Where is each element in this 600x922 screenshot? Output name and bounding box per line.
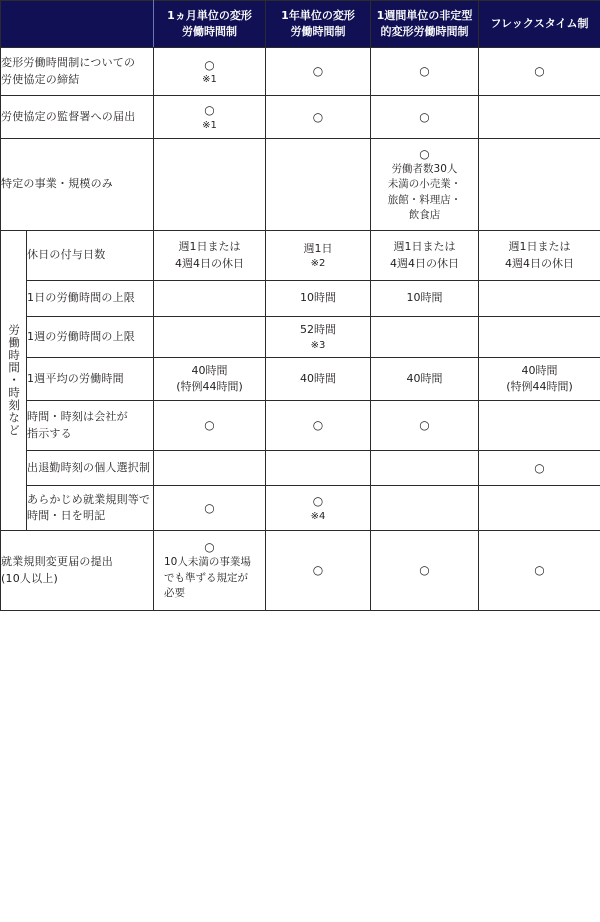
mark-circle: ○ [154,500,265,516]
mark-circle: ○ [266,63,370,79]
detail-line: 10人未満の事業場 [154,555,265,571]
table-row [1,48,600,96]
cell-tokutei-monthly [154,139,266,231]
mark-circle: ○ [371,562,478,578]
cell-isshu-heikin-flex [479,358,600,401]
mark-circle: ○ [154,57,265,73]
detail-line: 旅館・料理店・ [371,193,478,208]
row-label-kantokusho-todokede [1,96,154,139]
footnote-ref: ※1 [154,73,265,86]
row-label-kojin-sentaku [27,451,154,486]
row-label-line1: 労使協定の監督署への届出 [1,110,135,123]
mark-circle: ○ [266,109,370,125]
value-line: 週1日または [479,239,600,256]
cell-kaisha-shiji-yearly [266,401,371,451]
mark-circle: ○ [479,460,600,476]
cell-isshu-joogen-flex [479,317,600,358]
cell-isshu-heikin-yearly [266,358,371,401]
cell-henkotodoke-flex [479,531,600,611]
mark-circle: ○ [154,539,265,555]
detail-line: 労働者数30人 [371,162,478,177]
row-label-line1: 1週の労働時間の上限 [27,330,135,343]
detail-line: 飲食店 [371,208,478,223]
cell-roushi-teiketsu-yearly [266,48,371,96]
header-col-yearly-line2: 労働時間制 [291,25,346,38]
header-col-weekly [371,1,479,48]
value-line: 4週4日の休日 [371,256,478,273]
cell-kojin-sentaku-flex [479,451,600,486]
detail-line: でも準ずる規定が [154,571,265,587]
cell-roushi-teiketsu-flex [479,48,600,96]
row-label-line1: 出退勤時刻の個人選択制 [27,461,150,474]
footnote-ref: ※1 [154,119,265,132]
row-label-line1: あらかじめ就業規則等で [27,493,150,506]
row-label-line1: 休日の付与日数 [27,248,105,261]
row-label-isshu-joogen [27,317,154,358]
row-label-line1: 就業規則変更届の提出 [1,555,113,568]
row-label-henkotodoke [1,531,154,611]
row-label-line1: 1週平均の労働時間 [27,372,124,385]
cell-isshu-joogen-monthly [154,317,266,358]
mark-circle: ○ [479,63,600,79]
cell-kyujitsu-yearly [266,231,371,281]
value-line: (特例44時間) [479,379,600,396]
value-line: 週1日または [371,239,478,256]
cell-isshu-joogen-weekly [371,317,479,358]
mark-circle: ○ [371,417,478,433]
row-label-shugyo-kisoku-meiki [27,486,154,531]
table-row [1,451,600,486]
header-col-yearly [266,1,371,48]
cell-henkotodoke-yearly [266,531,371,611]
cell-kaisha-shiji-weekly [371,401,479,451]
cell-meiki-weekly [371,486,479,531]
cell-kantokusho-todokede-monthly [154,96,266,139]
cell-kyujitsu-weekly [371,231,479,281]
value-line: 4週4日の休日 [154,256,265,273]
table-header [1,1,600,48]
row-label-line2: 労使協定の締結 [1,73,79,86]
cell-kantokusho-todokede-weekly [371,96,479,139]
row-label-line1: 時間・時刻は会社が [27,410,128,423]
group-label-text: 労働時間・時刻など [7,231,20,530]
mark-circle: ○ [479,562,600,578]
detail-line: 未満の小売業・ [371,177,478,192]
row-label-line2: (10人以上) [1,572,58,585]
row-label-line1: 1日の労働時間の上限 [27,291,135,304]
cell-roushi-teiketsu-monthly [154,48,266,96]
value-line: 40時間 [479,363,600,380]
cell-tokutei-flex [479,139,600,231]
row-label-line2: 時間・日を明記 [27,509,105,522]
cell-kaisha-shiji-monthly [154,401,266,451]
cell-kojin-sentaku-yearly [266,451,371,486]
cell-kojin-sentaku-monthly [154,451,266,486]
cell-henkotodoke-monthly [154,531,266,611]
row-label-tokutei-jigyo-kibo [1,139,154,231]
table-row [1,317,600,358]
table-row [1,96,600,139]
value-line: 10時間 [371,290,478,307]
cell-tokutei-yearly [266,139,371,231]
detail-line: 必要 [154,586,265,602]
cell-meiki-monthly [154,486,266,531]
value-line: 40時間 [266,371,370,388]
table-row [1,281,600,317]
cell-tokutei-weekly [371,139,479,231]
cell-kyujitsu-flex [479,231,600,281]
value-line: 週1日 [266,241,370,258]
cell-kantokusho-todokede-yearly [266,96,371,139]
footnote-ref: ※2 [266,257,370,270]
header-col-flex [479,1,600,48]
table-row [1,401,600,451]
mark-circle: ○ [371,146,478,162]
cell-kojin-sentaku-weekly [371,451,479,486]
table-row [1,139,600,231]
cell-isshu-heikin-weekly [371,358,479,401]
table-row [1,358,600,401]
row-label-kaisha-shiji [27,401,154,451]
cell-isshu-heikin-monthly [154,358,266,401]
row-label-ichinichi-joogen [27,281,154,317]
mark-circle: ○ [154,102,265,118]
cell-ichinichi-monthly [154,281,266,317]
footnote-ref: ※4 [266,510,370,523]
cell-ichinichi-yearly [266,281,371,317]
value-line: 40時間 [371,371,478,388]
cell-roushi-teiketsu-weekly [371,48,479,96]
header-corner-cell [1,1,154,48]
header-col-yearly-line1: 1年単位の変形 [281,9,355,22]
cell-kyujitsu-monthly [154,231,266,281]
cell-kaisha-shiji-flex [479,401,600,451]
header-col-weekly-line2: 的変形労働時間制 [381,25,469,38]
header-col-weekly-line1: 1週間単位の非定型 [377,9,473,22]
value-line: 4週4日の休日 [479,256,600,273]
header-col-monthly [154,1,266,48]
header-col-monthly-line2: 労働時間制 [182,25,237,38]
row-label-line1: 変形労働時間制についての [1,56,135,69]
cell-kantokusho-todokede-flex [479,96,600,139]
cell-henkotodoke-weekly [371,531,479,611]
row-label-kyujitsu-fuyo [27,231,154,281]
row-label-isshu-heikin [27,358,154,401]
table-body [1,48,600,611]
value-line: 週1日または [154,239,265,256]
table-row [1,486,600,531]
cell-ichinichi-weekly [371,281,479,317]
cell-isshu-joogen-yearly [266,317,371,358]
table-row [1,531,600,611]
table-row [1,231,600,281]
group-label-working-hours [1,231,27,531]
mark-circle: ○ [371,109,478,125]
row-label-line1: 特定の事業・規模のみ [1,177,113,190]
mark-circle: ○ [266,493,370,509]
mark-circle: ○ [154,417,265,433]
row-label-line2: 指示する [27,427,72,440]
footnote-ref: ※3 [266,339,370,352]
header-row [1,1,600,48]
mark-circle: ○ [371,63,478,79]
cell-meiki-flex [479,486,600,531]
value-line: 10時間 [266,290,370,307]
header-col-monthly-line1: 1ヵ月単位の変形 [167,9,252,22]
mark-circle: ○ [266,417,370,433]
value-line: 40時間 [154,363,265,380]
cell-meiki-yearly [266,486,371,531]
row-label-roushi-teiketsu [1,48,154,96]
cell-ichinichi-flex [479,281,600,317]
header-col-flex-line1: フレックスタイム制 [490,17,588,30]
value-line: (特例44時間) [154,379,265,396]
mark-circle: ○ [266,562,370,578]
value-line: 52時間 [266,322,370,339]
